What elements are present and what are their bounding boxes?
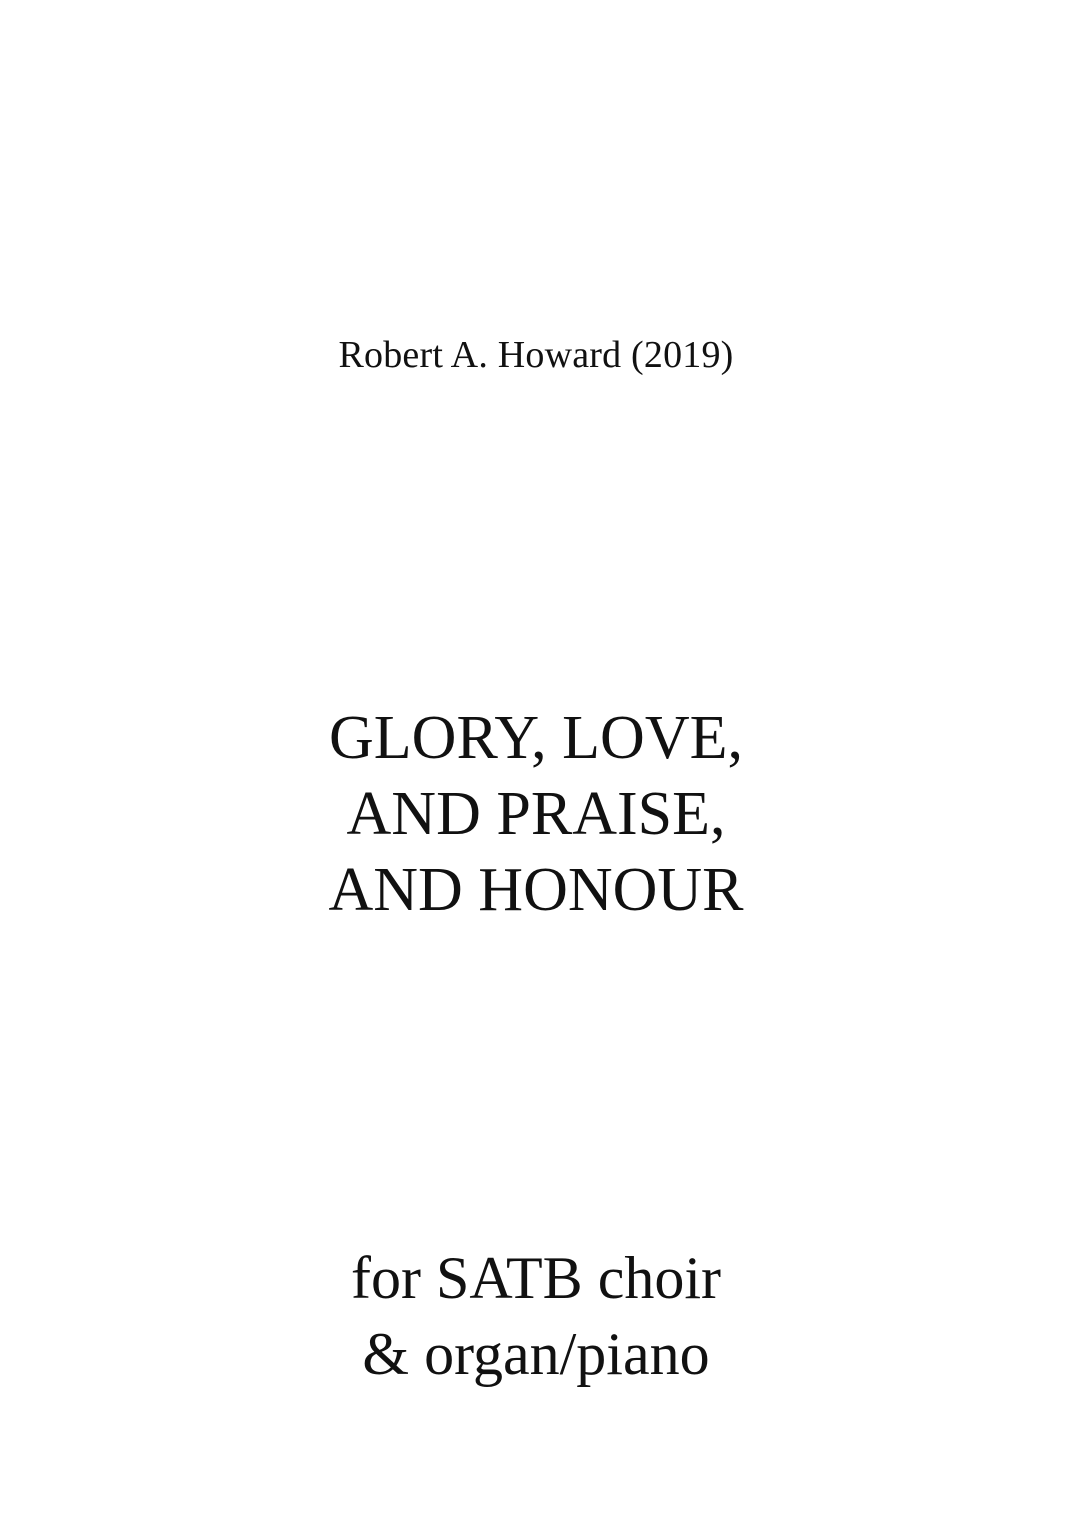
title-line-1: GLORY, LOVE, — [329, 704, 743, 772]
title-line-3: AND HONOUR — [328, 856, 744, 924]
scoring-line-1: for SATB choir — [351, 1245, 721, 1311]
instrumentation — [0, 1240, 1072, 1392]
work-title — [0, 700, 1072, 928]
scoring-line-2: & organ/piano — [362, 1321, 710, 1387]
composer-credit: Robert A. Howard (2019) — [338, 334, 734, 376]
title-line-2: AND PRAISE, — [346, 780, 726, 848]
